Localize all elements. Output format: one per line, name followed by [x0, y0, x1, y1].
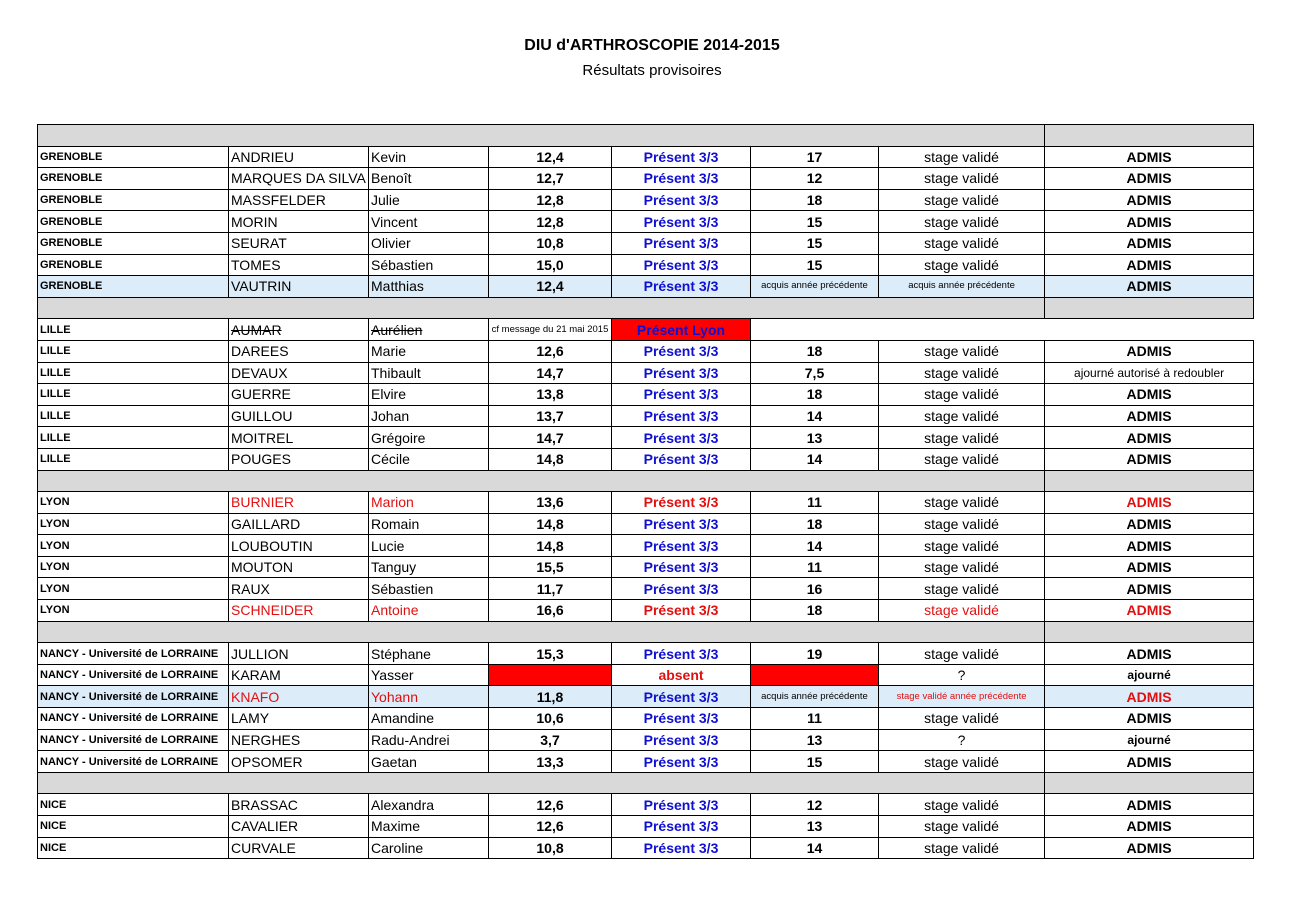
final-result-cell: ADMIS — [1045, 254, 1254, 276]
first-name-cell: Cécile — [369, 448, 489, 470]
attendance-cell: Présent 3/3 — [612, 340, 751, 362]
table-row — [38, 837, 1254, 859]
first-name-cell: Vincent — [369, 211, 489, 233]
final-result-cell: ADMIS — [1045, 211, 1254, 233]
exam-grade-cell — [489, 664, 612, 686]
university-cell: LYON — [38, 535, 229, 557]
internship-status-cell: stage validé — [879, 168, 1045, 190]
internship-status-cell: stage validé — [879, 837, 1045, 859]
internship-status-cell — [879, 319, 1045, 341]
exam-grade-cell: 12,4 — [489, 276, 612, 298]
attendance-cell: Présent 3/3 — [612, 535, 751, 557]
attendance-cell: Présent 3/3 — [612, 362, 751, 384]
internship-grade-cell: 12 — [751, 168, 879, 190]
final-result-cell: ADMIS — [1045, 535, 1254, 557]
first-name-cell: Elvire — [369, 384, 489, 406]
internship-grade-cell: 18 — [751, 340, 879, 362]
attendance-cell: Présent 3/3 — [612, 448, 751, 470]
table-row — [38, 556, 1254, 578]
internship-status-cell: stage validé année précédente — [879, 686, 1045, 708]
table-row — [38, 794, 1254, 816]
surname-cell: RAUX — [229, 578, 369, 600]
final-result-cell — [1045, 319, 1254, 341]
attendance-cell: absent — [612, 664, 751, 686]
university-cell: NICE — [38, 794, 229, 816]
internship-status-cell: ? — [879, 664, 1045, 686]
exam-grade-cell: 13,8 — [489, 384, 612, 406]
table-row — [38, 686, 1254, 708]
table-row — [38, 751, 1254, 773]
internship-status-cell: stage validé — [879, 535, 1045, 557]
first-name-cell: Sébastien — [369, 254, 489, 276]
table-row — [38, 427, 1254, 449]
first-name-cell: Alexandra — [369, 794, 489, 816]
university-cell: GRENOBLE — [38, 189, 229, 211]
university-cell: LYON — [38, 513, 229, 535]
exam-grade-cell: cf message du 21 mai 2015 — [489, 319, 612, 341]
university-cell: GRENOBLE — [38, 211, 229, 233]
final-result-cell: ADMIS — [1045, 794, 1254, 816]
university-cell: GRENOBLE — [38, 146, 229, 168]
separator-cell — [1045, 772, 1254, 794]
surname-cell: MARQUES DA SILVA — [229, 168, 369, 190]
final-result-cell: ADMIS — [1045, 427, 1254, 449]
university-cell: LILLE — [38, 362, 229, 384]
university-cell: LILLE — [38, 340, 229, 362]
internship-status-cell: stage validé — [879, 427, 1045, 449]
document-subtitle: Résultats provisoires — [582, 62, 722, 79]
separator-cell — [38, 125, 1045, 147]
exam-grade-cell: 13,7 — [489, 405, 612, 427]
final-result-cell: ADMIS — [1045, 556, 1254, 578]
section-separator-row — [38, 772, 1254, 794]
university-cell: NICE — [38, 816, 229, 838]
internship-grade-cell: 12 — [751, 794, 879, 816]
surname-cell: JULLION — [229, 643, 369, 665]
attendance-cell: Présent 3/3 — [612, 276, 751, 298]
first-name-cell: Grégoire — [369, 427, 489, 449]
final-result-cell: ADMIS — [1045, 686, 1254, 708]
attendance-cell: Présent 3/3 — [612, 837, 751, 859]
final-result-cell: ADMIS — [1045, 578, 1254, 600]
first-name-cell: Julie — [369, 189, 489, 211]
section-separator-row — [38, 621, 1254, 643]
surname-cell: MORIN — [229, 211, 369, 233]
exam-grade-cell: 12,6 — [489, 816, 612, 838]
first-name-cell: Thibault — [369, 362, 489, 384]
first-name-cell: Lucie — [369, 535, 489, 557]
internship-status-cell: stage validé — [879, 600, 1045, 622]
attendance-cell: Présent 3/3 — [612, 513, 751, 535]
first-name-cell: Sébastien — [369, 578, 489, 600]
internship-status-cell: stage validé — [879, 643, 1045, 665]
surname-cell: POUGES — [229, 448, 369, 470]
university-cell: LYON — [38, 556, 229, 578]
internship-status-cell: stage validé — [879, 751, 1045, 773]
internship-grade-cell: 15 — [751, 751, 879, 773]
final-result-cell: ADMIS — [1045, 643, 1254, 665]
separator-cell — [38, 297, 1045, 319]
first-name-cell: Yohann — [369, 686, 489, 708]
table-row — [38, 664, 1254, 686]
internship-status-cell: stage validé — [879, 254, 1045, 276]
internship-status-cell: stage validé — [879, 384, 1045, 406]
final-result-cell: ajourné autorisé à redoubler — [1045, 362, 1254, 384]
exam-grade-cell: 14,7 — [489, 362, 612, 384]
table-row — [38, 211, 1254, 233]
surname-cell: BURNIER — [229, 492, 369, 514]
surname-cell: GUERRE — [229, 384, 369, 406]
table-row — [38, 448, 1254, 470]
final-result-cell: ADMIS — [1045, 751, 1254, 773]
exam-grade-cell: 13,3 — [489, 751, 612, 773]
first-name-cell: Caroline — [369, 837, 489, 859]
separator-cell — [1045, 125, 1254, 147]
first-name-cell: Johan — [369, 405, 489, 427]
table-row — [38, 232, 1254, 254]
internship-grade-cell: 18 — [751, 513, 879, 535]
attendance-cell: Présent 3/3 — [612, 254, 751, 276]
attendance-cell: Présent 3/3 — [612, 643, 751, 665]
internship-status-cell: stage validé — [879, 578, 1045, 600]
exam-grade-cell: 14,8 — [489, 535, 612, 557]
table-row — [38, 168, 1254, 190]
surname-cell: MOUTON — [229, 556, 369, 578]
section-separator-row — [38, 297, 1254, 319]
surname-cell: MOITREL — [229, 427, 369, 449]
internship-status-cell: stage validé — [879, 708, 1045, 730]
exam-grade-cell: 10,8 — [489, 837, 612, 859]
internship-status-cell: stage validé — [879, 340, 1045, 362]
internship-status-cell: stage validé — [879, 794, 1045, 816]
exam-grade-cell: 14,8 — [489, 448, 612, 470]
first-name-cell: Antoine — [369, 600, 489, 622]
internship-grade-cell: 13 — [751, 427, 879, 449]
internship-grade-cell: 15 — [751, 254, 879, 276]
first-name-cell: Gaetan — [369, 751, 489, 773]
surname-cell: KNAFO — [229, 686, 369, 708]
first-name-cell: Marie — [369, 340, 489, 362]
internship-status-cell: stage validé — [879, 556, 1045, 578]
section-separator-row — [38, 125, 1254, 147]
separator-cell — [1045, 297, 1254, 319]
surname-cell: MASSFELDER — [229, 189, 369, 211]
final-result-cell: ADMIS — [1045, 168, 1254, 190]
attendance-cell: Présent 3/3 — [612, 427, 751, 449]
first-name-cell: Marion — [369, 492, 489, 514]
internship-status-cell: stage validé — [879, 232, 1045, 254]
surname-cell: GAILLARD — [229, 513, 369, 535]
university-cell: LILLE — [38, 448, 229, 470]
final-result-cell: ADMIS — [1045, 405, 1254, 427]
final-result-cell: ADMIS — [1045, 232, 1254, 254]
first-name-cell: Olivier — [369, 232, 489, 254]
table-row — [38, 816, 1254, 838]
exam-grade-cell: 15,5 — [489, 556, 612, 578]
university-cell: LILLE — [38, 319, 229, 341]
internship-grade-cell: 14 — [751, 535, 879, 557]
internship-grade-cell — [751, 664, 879, 686]
table-row — [38, 578, 1254, 600]
attendance-cell: Présent 3/3 — [612, 729, 751, 751]
separator-cell — [1045, 470, 1254, 492]
internship-status-cell: stage validé — [879, 492, 1045, 514]
university-cell: GRENOBLE — [38, 232, 229, 254]
internship-status-cell: stage validé — [879, 211, 1045, 233]
internship-status-cell: acquis année précédente — [879, 276, 1045, 298]
university-cell: NANCY - Université de LORRAINE — [38, 751, 229, 773]
table-row — [38, 708, 1254, 730]
attendance-cell: Présent Lyon — [612, 319, 751, 341]
university-cell: NANCY - Université de LORRAINE — [38, 708, 229, 730]
university-cell: LYON — [38, 578, 229, 600]
separator-cell — [38, 772, 1045, 794]
internship-grade-cell: 17 — [751, 146, 879, 168]
surname-cell: ANDRIEU — [229, 146, 369, 168]
final-result-cell: ADMIS — [1045, 600, 1254, 622]
exam-grade-cell: 15,0 — [489, 254, 612, 276]
final-result-cell: ADMIS — [1045, 448, 1254, 470]
university-cell: LILLE — [38, 405, 229, 427]
internship-grade-cell — [751, 319, 879, 341]
exam-grade-cell: 14,7 — [489, 427, 612, 449]
surname-cell: TOMES — [229, 254, 369, 276]
table-row — [38, 535, 1254, 557]
internship-status-cell: stage validé — [879, 816, 1045, 838]
exam-grade-cell: 12,6 — [489, 340, 612, 362]
attendance-cell: Présent 3/3 — [612, 492, 751, 514]
surname-cell: DAREES — [229, 340, 369, 362]
attendance-cell: Présent 3/3 — [612, 384, 751, 406]
exam-grade-cell: 12,8 — [489, 189, 612, 211]
university-cell: NANCY - Université de LORRAINE — [38, 686, 229, 708]
internship-grade-cell: 14 — [751, 405, 879, 427]
table-row — [38, 276, 1254, 298]
final-result-cell: ADMIS — [1045, 384, 1254, 406]
exam-grade-cell: 12,7 — [489, 168, 612, 190]
table-row — [38, 513, 1254, 535]
first-name-cell: Amandine — [369, 708, 489, 730]
table-row — [38, 729, 1254, 751]
final-result-cell: ADMIS — [1045, 146, 1254, 168]
attendance-cell: Présent 3/3 — [612, 600, 751, 622]
internship-grade-cell: 14 — [751, 837, 879, 859]
internship-grade-cell: 11 — [751, 556, 879, 578]
surname-cell: OPSOMER — [229, 751, 369, 773]
final-result-cell: ADMIS — [1045, 276, 1254, 298]
attendance-cell: Présent 3/3 — [612, 556, 751, 578]
surname-cell: DEVAUX — [229, 362, 369, 384]
exam-grade-cell: 15,3 — [489, 643, 612, 665]
exam-grade-cell: 12,8 — [489, 211, 612, 233]
university-cell: GRENOBLE — [38, 168, 229, 190]
table-row — [38, 405, 1254, 427]
surname-cell: LOUBOUTIN — [229, 535, 369, 557]
exam-grade-cell: 10,6 — [489, 708, 612, 730]
surname-cell: GUILLOU — [229, 405, 369, 427]
internship-grade-cell: 14 — [751, 448, 879, 470]
first-name-cell: Radu-Andrei — [369, 729, 489, 751]
internship-grade-cell: 18 — [751, 189, 879, 211]
internship-status-cell: stage validé — [879, 513, 1045, 535]
internship-status-cell: stage validé — [879, 362, 1045, 384]
internship-grade-cell: 11 — [751, 708, 879, 730]
university-cell: NANCY - Université de LORRAINE — [38, 664, 229, 686]
exam-grade-cell: 3,7 — [489, 729, 612, 751]
internship-grade-cell: 15 — [751, 232, 879, 254]
university-cell: NANCY - Université de LORRAINE — [38, 643, 229, 665]
first-name-cell: Matthias — [369, 276, 489, 298]
surname-cell: LAMY — [229, 708, 369, 730]
surname-cell: SEURAT — [229, 232, 369, 254]
document-title: DIU d'ARTHROSCOPIE 2014-2015 — [524, 37, 780, 54]
university-cell: LYON — [38, 600, 229, 622]
final-result-cell: ADMIS — [1045, 837, 1254, 859]
exam-grade-cell: 12,4 — [489, 146, 612, 168]
separator-cell — [38, 621, 1045, 643]
university-cell: LILLE — [38, 384, 229, 406]
internship-status-cell: stage validé — [879, 405, 1045, 427]
table-row — [38, 384, 1254, 406]
internship-status-cell: stage validé — [879, 146, 1045, 168]
internship-grade-cell: 16 — [751, 578, 879, 600]
table-row — [38, 319, 1254, 341]
table-row — [38, 340, 1254, 362]
exam-grade-cell: 12,6 — [489, 794, 612, 816]
internship-grade-cell: acquis année précédente — [751, 686, 879, 708]
final-result-cell: ADMIS — [1045, 513, 1254, 535]
internship-status-cell: ? — [879, 729, 1045, 751]
attendance-cell: Présent 3/3 — [612, 708, 751, 730]
exam-grade-cell: 10,8 — [489, 232, 612, 254]
exam-grade-cell: 16,6 — [489, 600, 612, 622]
internship-grade-cell: 15 — [751, 211, 879, 233]
first-name-cell: Kevin — [369, 146, 489, 168]
internship-grade-cell: 18 — [751, 600, 879, 622]
final-result-cell: ADMIS — [1045, 189, 1254, 211]
attendance-cell: Présent 3/3 — [612, 189, 751, 211]
table-row — [38, 254, 1254, 276]
final-result-cell: ajourné — [1045, 729, 1254, 751]
university-cell: NICE — [38, 837, 229, 859]
university-cell: LYON — [38, 492, 229, 514]
university-cell: GRENOBLE — [38, 276, 229, 298]
surname-cell: CAVALIER — [229, 816, 369, 838]
internship-grade-cell: 18 — [751, 384, 879, 406]
first-name-cell: Maxime — [369, 816, 489, 838]
internship-grade-cell: 19 — [751, 643, 879, 665]
first-name-cell: Stéphane — [369, 643, 489, 665]
final-result-cell: ADMIS — [1045, 816, 1254, 838]
exam-grade-cell: 13,6 — [489, 492, 612, 514]
first-name-cell: Romain — [369, 513, 489, 535]
separator-cell — [1045, 621, 1254, 643]
attendance-cell: Présent 3/3 — [612, 751, 751, 773]
final-result-cell: ADMIS — [1045, 340, 1254, 362]
surname-cell: SCHNEIDER — [229, 600, 369, 622]
table-row — [38, 189, 1254, 211]
internship-status-cell: stage validé — [879, 189, 1045, 211]
internship-grade-cell: acquis année précédente — [751, 276, 879, 298]
table-row — [38, 600, 1254, 622]
internship-grade-cell: 11 — [751, 492, 879, 514]
table-row — [38, 362, 1254, 384]
attendance-cell: Présent 3/3 — [612, 405, 751, 427]
first-name-cell: Yasser — [369, 664, 489, 686]
first-name-cell: Tanguy — [369, 556, 489, 578]
section-separator-row — [38, 470, 1254, 492]
internship-grade-cell: 13 — [751, 729, 879, 751]
surname-cell: AUMAR — [229, 319, 369, 341]
first-name-cell: Benoît — [369, 168, 489, 190]
table-row — [38, 492, 1254, 514]
internship-grade-cell: 13 — [751, 816, 879, 838]
attendance-cell: Présent 3/3 — [612, 168, 751, 190]
surname-cell: BRASSAC — [229, 794, 369, 816]
results-table — [37, 124, 1254, 859]
attendance-cell: Présent 3/3 — [612, 816, 751, 838]
exam-grade-cell: 14,8 — [489, 513, 612, 535]
attendance-cell: Présent 3/3 — [612, 686, 751, 708]
final-result-cell: ADMIS — [1045, 708, 1254, 730]
exam-grade-cell: 11,7 — [489, 578, 612, 600]
internship-status-cell: stage validé — [879, 448, 1045, 470]
table-row — [38, 643, 1254, 665]
surname-cell: NERGHES — [229, 729, 369, 751]
exam-grade-cell: 11,8 — [489, 686, 612, 708]
final-result-cell: ADMIS — [1045, 492, 1254, 514]
attendance-cell: Présent 3/3 — [612, 794, 751, 816]
university-cell: GRENOBLE — [38, 254, 229, 276]
table-row — [38, 146, 1254, 168]
surname-cell: KARAM — [229, 664, 369, 686]
surname-cell: CURVALE — [229, 837, 369, 859]
separator-cell — [38, 470, 1045, 492]
attendance-cell: Présent 3/3 — [612, 146, 751, 168]
surname-cell: VAUTRIN — [229, 276, 369, 298]
attendance-cell: Présent 3/3 — [612, 232, 751, 254]
attendance-cell: Présent 3/3 — [612, 211, 751, 233]
university-cell: LILLE — [38, 427, 229, 449]
first-name-cell: Aurélien — [369, 319, 489, 341]
attendance-cell: Présent 3/3 — [612, 578, 751, 600]
internship-grade-cell: 7,5 — [751, 362, 879, 384]
university-cell: NANCY - Université de LORRAINE — [38, 729, 229, 751]
final-result-cell: ajourné — [1045, 664, 1254, 686]
